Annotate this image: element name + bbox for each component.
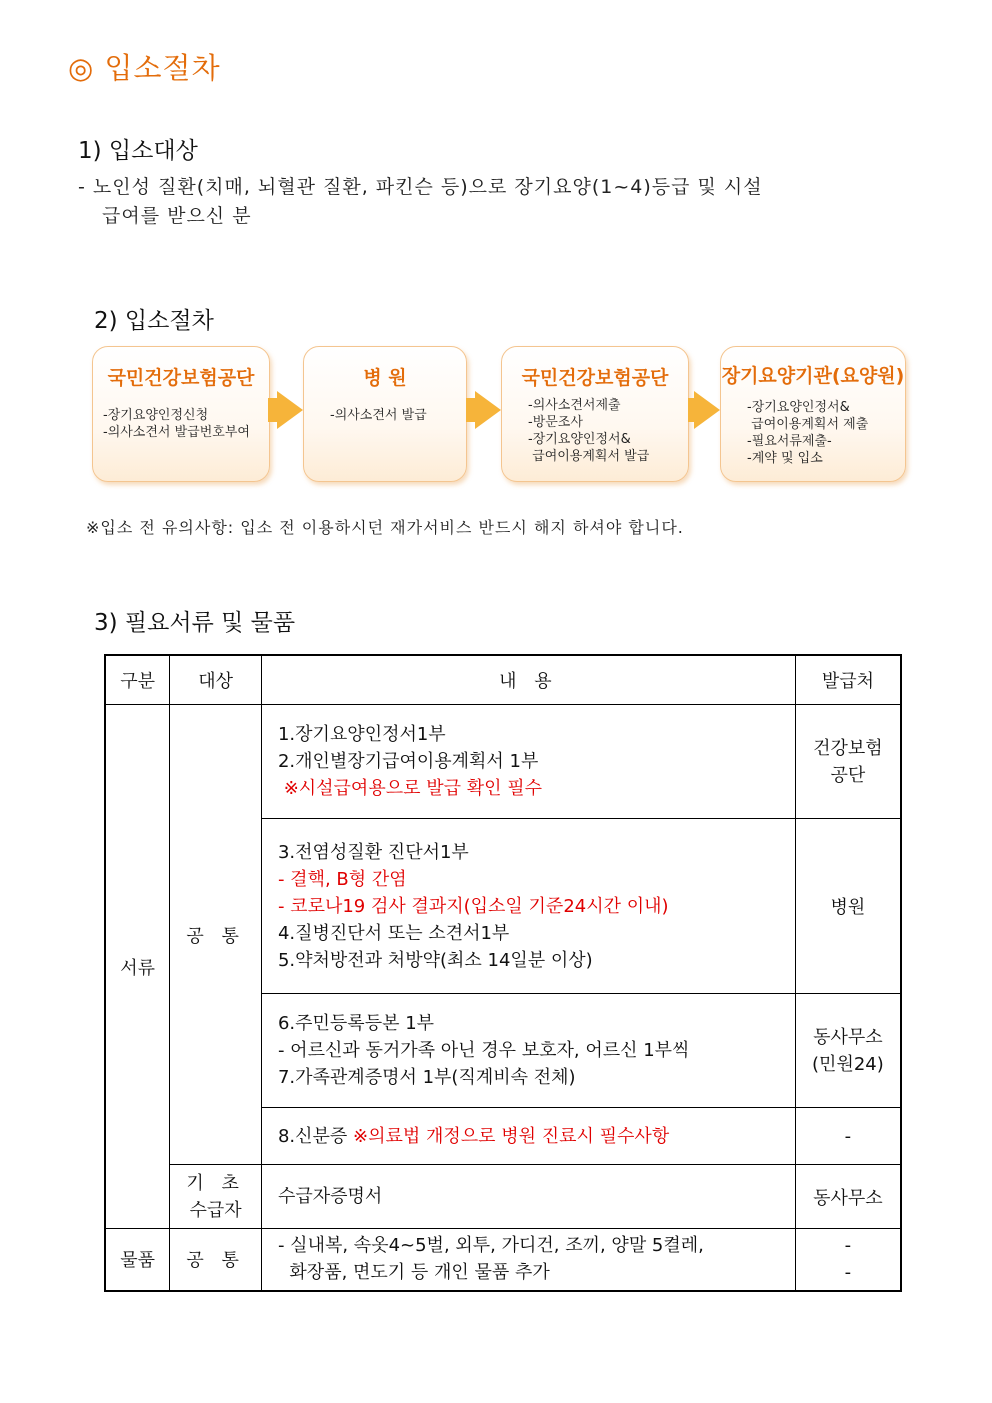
content-line-red: ※의료법 개정으로 병원 진료시 필수사항 — [353, 1125, 670, 1147]
issuer-line: - — [844, 1235, 852, 1257]
content-line: 2.개인별장기급여이용계획서 1부 — [277, 751, 539, 772]
content-line: 1.장기요양인정서1부 — [277, 724, 446, 745]
target-description — [78, 173, 763, 231]
step-box-3 — [501, 346, 689, 482]
header-target: 대상 — [170, 655, 262, 705]
step-title: 국민건강보험공단 — [521, 367, 669, 389]
issuer-line: (민원24) — [812, 1053, 884, 1075]
arrow-right-icon — [475, 391, 501, 429]
step-line: -의사소견서 발급번호부여 — [103, 425, 250, 440]
content-line: - 코로나19 검사 결과지(입소일 기준24시간 이내) — [277, 895, 669, 917]
content-cell — [261, 819, 795, 994]
step-line: -장기요양인정신청 — [103, 408, 209, 423]
target-basic-recipient — [170, 1165, 262, 1229]
content-line: 4.질병진단서 또는 소견서1부 — [277, 922, 510, 944]
content-line: 7.가족관계증명서 1부(직계비속 전체) — [277, 1067, 576, 1088]
documents-table — [104, 654, 902, 1292]
section-heading-documents: 3) 필요서류 및 물품 — [94, 610, 296, 636]
table-header-row — [105, 655, 901, 705]
step-title: 병 원 — [363, 367, 407, 389]
target-line: 기 초 — [186, 1172, 245, 1194]
header-issuer: 발급처 — [795, 655, 901, 705]
issuer-line: - — [844, 1262, 852, 1284]
target-common: 공 통 — [170, 1229, 262, 1291]
step-title: 국민건강보험공단 — [107, 367, 255, 389]
target-line-1: - 노인성 질환(치매, 뇌혈관 질환, 파킨슨 등)으로 장기요양(1~4)등급 및 시설 — [78, 176, 763, 198]
step-title: 장기요양기관(요양원) — [721, 365, 905, 387]
content-line: - 실내복, 속옷4~5벌, 외투, 가디건, 조끼, 양말 5켤레, — [277, 1235, 704, 1257]
procedure-note: ※입소 전 유의사항: 입소 전 이용하시던 재가서비스 반드시 해지 하셔야 합니다. — [86, 518, 684, 537]
step-line: -장기요양인정서& — [528, 432, 631, 447]
content-line: 화장품, 면도기 등 개인 물품 추가 — [277, 1262, 550, 1284]
issuer-cell: - — [795, 1108, 901, 1165]
target-common: 공 통 — [170, 705, 262, 1165]
table-row — [105, 705, 901, 819]
issuer-cell: 병원 — [795, 819, 901, 994]
table-row — [105, 1229, 901, 1291]
step-line: -의사소견서 발급 — [330, 408, 427, 423]
content-line: - 어르신과 동거가족 아닌 경우 보호자, 어르신 1부씩 — [277, 1040, 690, 1061]
content-line: ※시설급여용으로 발급 확인 필수 — [277, 778, 542, 799]
step-line: -필요서류제출- — [747, 434, 832, 449]
step-box-1 — [92, 346, 270, 482]
content-line: 3.전염성질환 진단서1부 — [277, 841, 469, 863]
step-line: -계약 및 입소 — [747, 451, 823, 466]
section-heading-target: 1) 입소대상 — [78, 138, 198, 164]
target-line-2: 급여를 받으신 분 — [102, 205, 252, 227]
header-content: 내 용 — [261, 655, 795, 705]
step-line: 급여이용계획서 제출 — [747, 417, 869, 432]
page-title: ◎ 입소절차 — [68, 51, 221, 85]
category-items: 물품 — [105, 1229, 170, 1291]
issuer-cell: 동사무소 — [795, 1165, 901, 1229]
issuer-cell — [795, 1229, 901, 1291]
target-line: 수급자 — [189, 1199, 242, 1221]
content-cell: 수급자증명서 — [261, 1165, 795, 1229]
issuer-line: 공단 — [830, 764, 866, 786]
issuer-cell — [795, 705, 901, 819]
header-category: 구분 — [105, 655, 170, 705]
content-line: 8.신분증 — [277, 1125, 354, 1147]
issuer-line: 동사무소 — [813, 1026, 883, 1048]
content-line: 5.약처방전과 처방약(최소 14일분 이상) — [277, 949, 593, 971]
step-line: -의사소견서제출 — [528, 398, 621, 413]
step-box-4 — [720, 346, 906, 482]
arrow-right-icon — [277, 391, 303, 429]
step-line: -장기요양인정서& — [747, 400, 850, 415]
content-line: 6.주민등록등본 1부 — [277, 1013, 435, 1034]
arrow-right-icon — [694, 391, 720, 429]
table-row — [105, 1165, 901, 1229]
content-line: - 결핵, B형 간염 — [277, 868, 407, 890]
step-line: -방문조사 — [528, 415, 583, 430]
category-docs: 서류 — [105, 705, 170, 1229]
step-box-2 — [303, 346, 467, 482]
content-cell — [261, 1108, 795, 1165]
issuer-line: 건강보험 — [813, 737, 883, 759]
content-cell — [261, 705, 795, 819]
content-cell — [261, 994, 795, 1108]
step-line: 급여이용계획서 발급 — [528, 449, 650, 464]
content-cell — [261, 1229, 795, 1291]
issuer-cell — [795, 994, 901, 1108]
section-heading-procedure: 2) 입소절차 — [94, 308, 214, 334]
